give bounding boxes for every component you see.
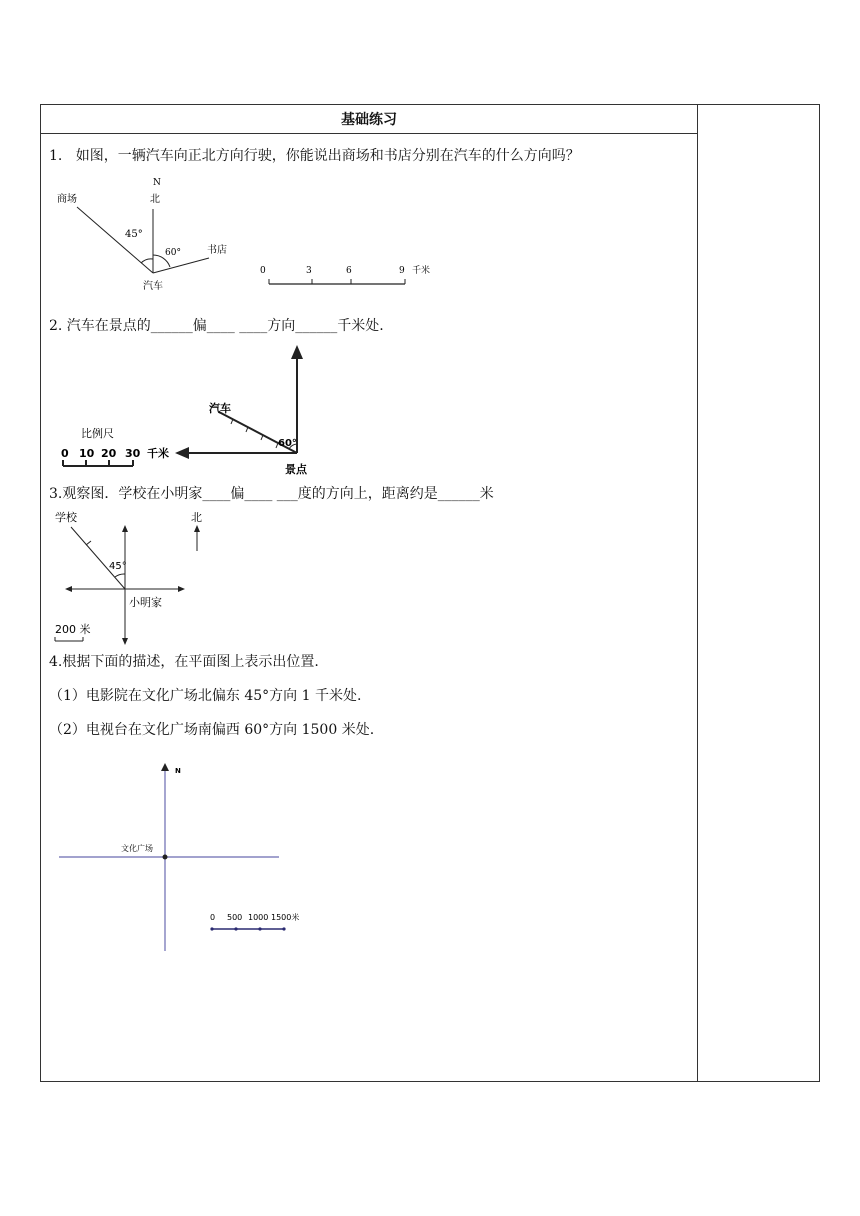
north-label: 北 xyxy=(150,194,160,205)
spot-label: 景点 xyxy=(285,463,307,476)
scale-unit-label: 千米 xyxy=(412,266,431,276)
north-letter-label: N xyxy=(153,178,161,188)
question-4-figure xyxy=(55,757,335,957)
plaza-label: 文化广场 xyxy=(121,844,153,853)
scale-tick-label: 3 xyxy=(306,266,312,276)
axis-arrow-right xyxy=(178,586,185,592)
scale-tick xyxy=(282,927,285,930)
angle-label: 60° xyxy=(278,438,297,449)
scale-tick-label: 0 xyxy=(260,266,266,276)
scale-unit-label: 千米 xyxy=(147,447,169,460)
scale-tick-label: 0 xyxy=(210,913,216,922)
north-arrowhead xyxy=(161,763,169,771)
question-4-text: 4.根据下面的描述，在平面图上表示出位置. xyxy=(49,654,319,670)
question-3-figure xyxy=(51,507,251,645)
scale-tick xyxy=(258,927,261,930)
car-label: 汽车 xyxy=(209,402,231,415)
scale-tick xyxy=(234,927,237,930)
school-direction-line xyxy=(71,527,125,589)
question-4-item-1: （1）电影院在文化广场北偏东 45°方向 1 千米处. xyxy=(49,688,362,704)
west-arrowhead xyxy=(175,447,189,459)
question-2-text: 2. 汽车在景点的______偏____ ____方向______千米处. xyxy=(49,318,384,334)
question-1-text: 1. 如图，一辆汽车向正北方向行驶，你能说出商场和书店分别在汽车的什么方向吗？ xyxy=(49,148,580,164)
bookstore-label: 书店 xyxy=(207,245,227,256)
angle-label: 45° xyxy=(109,561,127,572)
question-1-figure xyxy=(49,173,469,295)
scale-tick-label: 30 xyxy=(125,447,141,460)
angle-arc-left xyxy=(141,259,153,263)
axis-arrow-left xyxy=(65,586,72,592)
distance-tick xyxy=(86,541,91,545)
plaza-point xyxy=(163,855,168,860)
north-label: 北 xyxy=(191,511,202,524)
angle-60-label: 60° xyxy=(165,248,181,258)
scale-label: 200 米 xyxy=(55,623,91,636)
scale-tick xyxy=(210,927,213,930)
angle-arc xyxy=(115,574,125,577)
question-4-item-2: （2）电视台在文化广场南偏西 60°方向 1500 米处. xyxy=(49,722,375,738)
mall-label: 商场 xyxy=(57,194,77,205)
scale-tick-label: 20 xyxy=(101,447,117,460)
scale-tick-label: 0 xyxy=(61,447,69,460)
scale-tick-label: 1000 xyxy=(248,913,269,922)
worksheet-table xyxy=(40,104,820,1082)
axis-arrow-up xyxy=(122,525,128,532)
scale-tick-label: 500 xyxy=(227,913,243,922)
scale-tick-label: 1500米 xyxy=(271,913,300,922)
north-arrowhead xyxy=(291,345,303,359)
section-title: 基础练习 xyxy=(341,112,397,128)
column-divider xyxy=(697,105,698,1081)
scale-title: 比例尺 xyxy=(81,427,114,440)
axis-arrow-down xyxy=(122,638,128,645)
bookstore-direction-line xyxy=(153,258,209,273)
header-divider xyxy=(41,133,697,134)
school-label: 学校 xyxy=(55,511,77,524)
scale-tick-label: 9 xyxy=(399,266,405,276)
north-arrowhead xyxy=(194,525,200,532)
scale-tick-label: 6 xyxy=(346,266,352,276)
car-label: 汽车 xyxy=(143,281,163,292)
distance-tick xyxy=(261,435,263,440)
angle-45-label: 45° xyxy=(125,229,143,240)
question-3-text: 3.观察图．学校在小明家____偏____ ___度的方向上，距离约是______米 xyxy=(49,486,494,502)
scale-tick-label: 10 xyxy=(79,447,95,460)
home-label: 小明家 xyxy=(129,596,162,609)
question-2-figure xyxy=(51,341,351,479)
north-letter-label: N xyxy=(175,767,181,775)
